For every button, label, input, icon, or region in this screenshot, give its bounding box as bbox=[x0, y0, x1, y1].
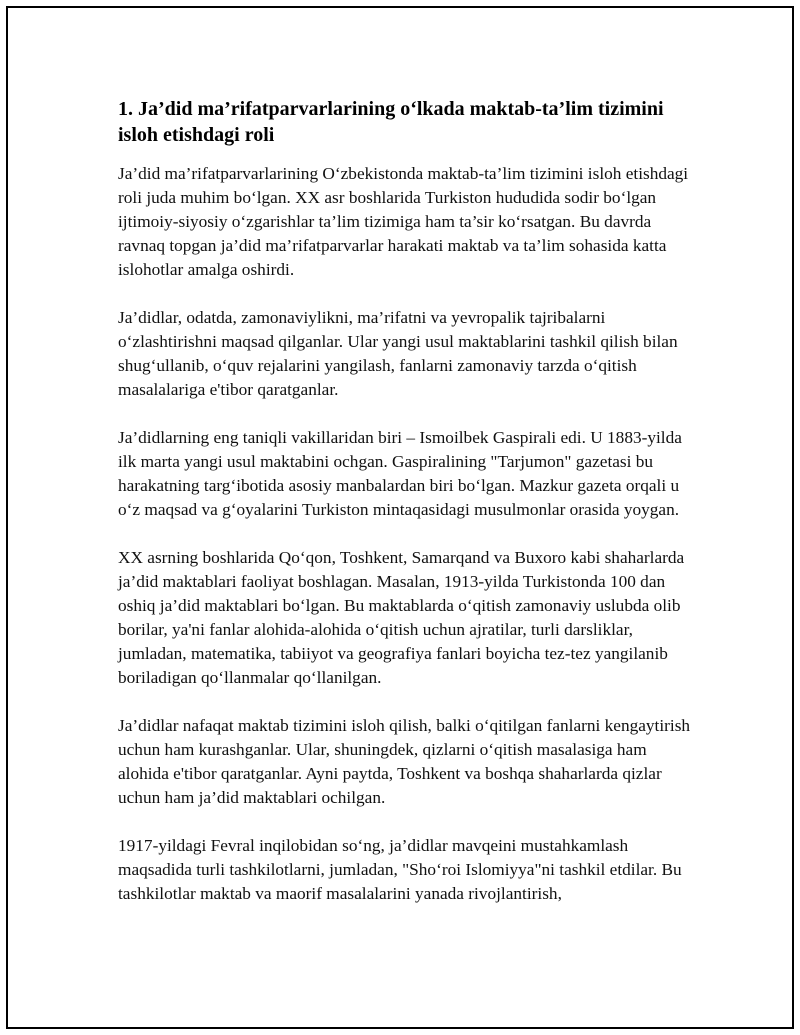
paragraph-5: Ja’didlar nafaqat maktab tizimini isloh qilish, balki o‘qitilgan fanlarni kengaytirish uchun ham kurashganlar. Ular, shuningdek, qizlarni o‘qitish masalasiga ham alohida e'tibor qaratganlar. Ayni paytda, Toshkent va boshqa shaharlarda qizlar uchun ham ja’did maktablari ochilgan. bbox=[118, 716, 691, 807]
document-page bbox=[6, 6, 794, 1029]
paragraph-6: 1917-yildagi Fevral inqilobidan so‘ng, ja’didlar mavqeini mustahkamlash maqsadida turli tashkilotlarni, jumladan, "Sho‘roi Islomiyya"ni tashkil etdilar. Bu tashkilotlar maktab va maorif masalalarini yanada rivojlantirish, bbox=[118, 836, 682, 903]
document-content bbox=[118, 96, 698, 906]
paragraph-4: XX asrning boshlarida Qo‘qon, Toshkent, Samarqand va Buxoro kabi shaharlarda ja’did maktablari faoliyat boshlagan. Masalan, 1913-yilda Turkistonda 100 dan oshiq ja’did maktablari bo‘lgan. Bu maktablarda o‘qitish zamonaviy uslubda olib borilar, ya'ni fanlar alohida-alohida o‘qitish uchun ajratilar, turli darsliklar, jumladan, matematika, tabiiyot va geografiya fanlari boyicha tez-tez yangilanib boriladigan qo‘llanmalar qo‘llanilgan. bbox=[118, 548, 685, 687]
paragraph-3: Ja’didlarning eng taniqli vakillaridan biri – Ismoilbek Gaspirali edi. U 1883-yilda ilk marta yangi usul maktabini ochgan. Gaspiralining "Tarjumon" gazetasi bu harakatning targ‘ibotida asosiy manbalardan biri bo‘lgan. Mazkur gazeta orqali u o‘z maqsad va g‘oyalarini Turkiston mintaqasidagi musulmonlar orasida yoygan. bbox=[118, 428, 682, 519]
paragraph-2: Ja’didlar, odatda, zamonaviylikni, ma’rifatni va yevropalik tajribalarni o‘zlashtirishni maqsad qilganlar. Ular yangi usul maktablarini tashkil qilish bilan shug‘ullanib, o‘quv rejalarini yangilash, fanlarni zamonaviy tarzda o‘qitish masalalariga e'tibor qaratganlar. bbox=[118, 308, 678, 399]
paragraph-1: Ja’did ma’rifatparvarlarining O‘zbekistonda maktab-ta’lim tizimini isloh etishdagi roli juda muhim bo‘lgan. XX asr boshlarida Turkiston hududida sodir bo‘lgan ijtimoiy-siyosiy o‘zgarishlar ta’lim tizimiga ham ta’sir ko‘rsatgan. Bu davrda ravnaq topgan ja’did ma’rifatparvarlar harakati maktab va ta’lim sohasida katta islohotlar amalga oshirdi. bbox=[118, 164, 689, 279]
section-heading: 1. Ja’did ma’rifatparvarlarining o‘lkada maktab-ta’lim tizimini isloh etishdagi roli bbox=[118, 98, 664, 146]
